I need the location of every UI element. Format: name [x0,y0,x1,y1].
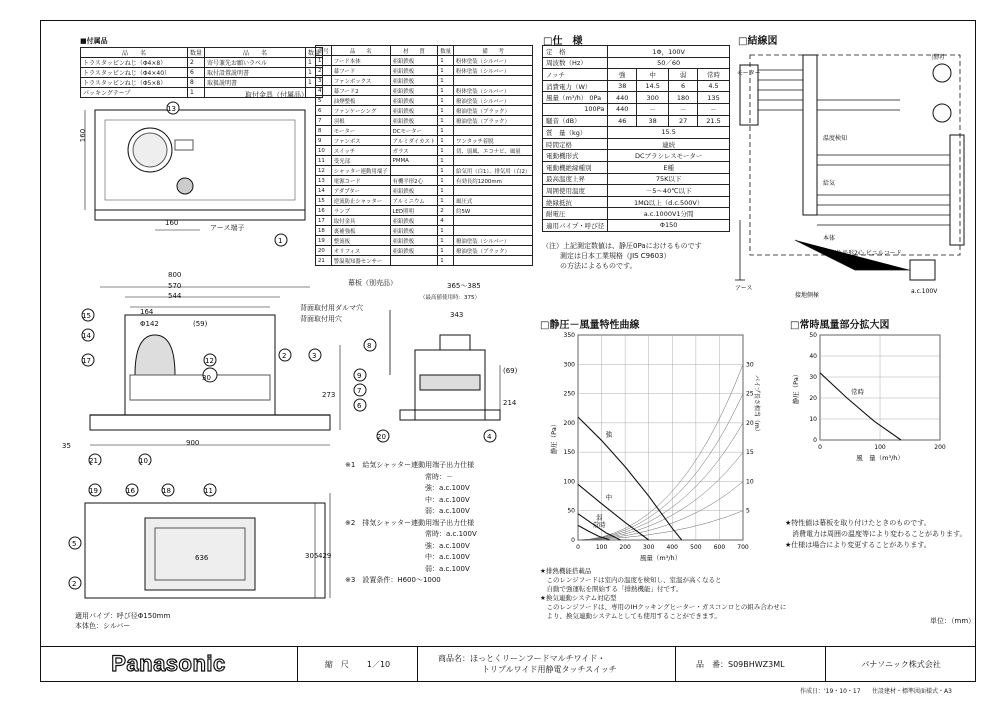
table-row: トラスタッピンねじ（Φ5×8） 8 取扱説明書 1 [81,78,323,88]
table-row: 21 警温報知器センサー 1 [316,256,533,266]
table-row: 15 逆流防止シャッター アルミニウム 1 風圧式 [316,196,533,206]
y-tick-label: 50 [567,507,575,515]
color-label: 本体色：シルバー [75,622,131,630]
note-line: ★排熱機能搭載品 [540,567,592,575]
table-row: 1 フード本体 亜鉛鉄板 1 粉体塗装（シルバー） [316,56,533,66]
series-label: 弱 [596,513,603,522]
footnote-line: 中：a.c.100V [425,553,470,561]
x-tick-label: 400 [666,544,679,551]
x-tick-label: 300 [642,544,655,551]
date-label: 作成日：'19・10・17 [800,688,861,695]
table-row: パッキングテープ 1 [81,88,323,98]
y-tick-label: 30 [809,374,817,381]
footnote-line: ※3 設置条件：H600～1000 [345,576,441,584]
y-tick-label: 10 [809,416,817,423]
footnote-line: 常時：－ [425,472,453,481]
table-row: 19 整流板 亜鉛鉄板 1 撥油塗装（シルバー） [316,236,533,246]
y2-axis-label: パイプ長さ相当（m） [753,375,760,435]
doc-label: 住設建材・標準図面様式・A3 [872,688,952,695]
zoom-chart [790,330,965,465]
part-number: 10 [139,457,148,465]
brand-cell [40,647,298,681]
note-line: 自動で強運転を開始する「排熱機能」付です。 [540,585,683,593]
table-row: 16 ランプ LED照明 2 約5W [316,206,533,216]
brand-logo: Panasonic [111,651,226,676]
table-row: 4 幕フード2 亜鉛鉄板 1 粉体塗装（シルバー） [316,86,533,96]
note-line: 消費電力は周囲の温度等により変わることがあります。 [785,530,967,538]
parts-table [315,45,533,266]
svg-text:モーター: モーター [737,70,761,77]
series-label: 中 [605,493,613,502]
y-axis-label: 静圧（Pa） [792,370,800,405]
y-tick-label: 0 [571,537,575,544]
part-number: 7 [357,387,362,395]
part-number: 19 [89,487,98,495]
note-line: ★仕様は場合により変更することがあります。 [785,541,931,549]
table-row: 20 オリフィス 亜鉛鉄板 1 撥油塗装（ブラック） [316,246,533,256]
spec-table: 定 格 1Φ，100V 周波数（Hz） 50／60 ノッチ 強 中 弱 常時 消費電力（W） 38 14.5 6 4.5 風量（m³/h） 0Pa 440 300 180 135 100Pa 440 － － － 騒音（dB） 46 38 27 21.5 質 量（kg） 15.5 時間定格 連続 電動機形式 DCブラシレスモーター 電動機絶縁種別 E種 最高温度上昇 75K以下 周囲使用温度 －5～40℃以下 絶縁抵抗 1MΩ以上（d.c.500V） 耐電圧 a.c.1000V1分間 適用パイプ・呼び径 Φ150 [542,45,730,232]
table-row: 18 裏補強板 亜鉛鉄板 1 [316,226,533,236]
y-tick-label: 0 [813,437,817,444]
part-number: 18 [162,487,171,495]
footnote-line: 弱：a.c.100V [425,507,470,515]
x-tick-label: 200 [934,444,946,451]
note-line: ★特性値は幕板を取り付けたときのものです。 [785,519,931,527]
x-tick-label: 0 [576,544,580,551]
chart-notes [785,520,966,553]
part-number: 14 [82,332,91,340]
part-number: 1 [278,237,283,245]
footnote-line: ※1 給気シャッター連動用端子出力仕様 [345,461,475,469]
table-row: 13 電源コード 有機平形2心 1 有効長約1200mm [316,176,533,186]
part-number: 2 [282,352,287,360]
table-row: 6 ファンケーシング 亜鉛鉄板 1 撥油塗装（ブラック） [316,106,533,116]
bottom-view-drawing [60,478,340,613]
part-number: 3 [312,352,317,360]
earth-label: アース端子 [210,224,245,232]
bracket-label: 取付金具（付属品） [245,91,308,99]
series-label: 常時 [851,388,864,396]
part-number: 6 [357,402,362,410]
accessories-title: ■付属品 [80,37,108,45]
footnote-line: 弱：a.c.100V [425,564,470,573]
svg-text:接地側極: 接地側極 [795,292,820,299]
x-tick-label: 200 [619,544,631,551]
part-number: 4 [487,433,492,441]
x-tick-label: 700 [737,544,749,551]
title-block [40,646,976,682]
model-cell: 品 番： S09BHWZ3ML [676,647,826,681]
note-line: このレンジフードは、専用のIHクッキングヒーター・ガスコンロとの組み合わせに [540,603,787,611]
y2-tick-label: 20 [746,419,754,427]
table-row: 12 シャッター連動用端子 1 給気用（白1）、排気用（白2） [316,166,533,176]
x-axis-label: 風量（m³/h） [639,554,682,562]
x-tick-label: 500 [690,544,702,551]
product-cell: 商品名：ほっとくリーンフードマルチワイド・ トリプルワイド用静電タッチスイッチ [418,647,676,681]
part-number: 15 [82,312,91,320]
table-row: 5 油煙整板 亜鉛鉄板 1 撥油塗装（シルバー） [316,96,533,106]
table-row: トラスタッピンねじ（Φ4×40） 6 取付設置説明書 1 [81,68,323,78]
part-number: 5 [72,540,77,548]
chart-title: □静圧－風量特性曲線 [540,320,640,331]
table-row: 品 名 数量 品 名 数量 [81,48,323,58]
part-number: 13 [167,105,176,113]
table-row: 周囲使用温度 －5～40℃以下 [543,185,730,197]
feature-notes [540,568,786,622]
y-tick-label: 50 [809,332,817,339]
table-row: 電動機形式 DCブラシレスモーター [543,150,730,162]
note-line: このレンジフードは室内の温度を検知し、室温が高くなると [540,576,722,584]
svg-text:本体: 本体 [823,235,836,242]
x-tick-label: 0 [818,444,822,451]
x-tick-label: 100 [874,444,886,451]
unit-label: 単位：（mm） [930,617,976,625]
table-row: 14 アダプター 亜鉛鉄板 1 [316,186,533,196]
footnote-line: 中：a.c.100V [425,495,470,504]
part-number: 21 [89,457,98,465]
y2-tick-label: 10 [746,478,754,486]
footnote-line: 強：a.c.100V [425,541,470,550]
series-label: 常時 [592,521,606,530]
note-line: より、換気連動システムとしても使用することができます。 [540,612,721,620]
footnote-line: ※2 排気シャッター連動用端子出力仕様 [345,518,475,527]
table-row: 電動機絶縁種別 E種 [543,161,730,173]
spec-title: □仕 様 [543,36,583,47]
y2-tick-label: 5 [746,507,750,515]
scale-cell: 縮 尺 1／10 [298,647,418,681]
y-axis-label: 静圧（Pa） [550,420,558,455]
chart-title: □常時風量部分拡大図 [790,320,890,331]
y-tick-label: 200 [563,419,575,427]
static-pressure-chart [538,330,778,570]
series-label: 強 [605,430,613,439]
part-number: 9 [357,372,362,380]
table-row: 耐電圧 a.c.1000V1分間 [543,208,730,220]
part-number: 17 [82,357,91,365]
svg-text:給気: 給気 [823,180,836,187]
y-tick-label: 40 [809,353,817,360]
note-line: ★換気連動システム対応型 [540,594,617,602]
y-tick-label: 150 [563,449,575,457]
wiring-diagram [735,45,967,310]
table-row: 11 受光部 PMMA 1 [316,156,533,166]
svg-text:アース: アース [735,285,753,292]
footnote-line: 強：a.c.100V [425,484,470,492]
part-number: 2 [72,580,77,588]
svg-text:灰色平形2心 ビニルコード: 灰色平形2心 ビニルコード [830,250,902,257]
x-axis-label: 風 量（m³/h） [856,454,904,462]
y-tick-label: 20 [809,395,817,402]
table-row: 時間定格 連続 [543,138,730,150]
table-row: 2 幕フード 亜鉛鉄板 1 粉体塗装（シルバー） [316,66,533,76]
table-row: 10 スイッチ ガラス 1 切、弱風、エコナビ、風量 [316,146,533,156]
table-row: 17 取付金具 亜鉛鉄板 4 [316,216,533,226]
pipe-curve [578,394,743,540]
svg-text:照明: 照明 [932,54,945,61]
part-number: 20 [377,433,386,441]
y-tick-label: 250 [563,390,575,398]
series-line [820,373,901,440]
table-row: 番号 品 名 材 質 数量 備 考 [316,46,533,56]
y-tick-label: 300 [563,361,575,369]
pipe-label: 適用パイプ：呼び径Φ150mm [75,612,171,620]
table-row: 質 量（kg） 15.5 [543,127,730,139]
svg-text:a.c.100V: a.c.100V [911,288,938,295]
table-row: 絶縁抵抗 1MΩ以上（d.c.500V） [543,196,730,208]
table-row: 8 モーター DCモーター 1 [316,126,533,136]
footnotes [345,462,525,589]
part-number: 8 [367,342,372,350]
table-row: トラスタッピンねじ（Φ4×8） 2 寄号兼先お願いラベル 1 [81,58,323,68]
table-row: 3 ファンボックス 亜鉛鉄板 1 [316,76,533,86]
footnote-line: 常時：a.c.100V [425,530,477,538]
table-row: 最高温度上昇 75K以下 [543,173,730,185]
y2-tick-label: 15 [746,449,754,457]
top-view-drawing [75,90,315,250]
y2-tick-label: 25 [746,390,754,398]
part-number: 12 [205,357,214,365]
table-row: 7 羽根 亜鉛鉄板 1 撥油塗装（ブラック） [316,116,533,126]
y-tick-label: 350 [563,332,575,339]
table-row: 適用パイプ・呼び径 Φ150 [543,219,730,231]
wiring-title: □結線図 [738,36,778,47]
part-number: 11 [204,487,213,495]
side-view-drawing [345,280,515,450]
y-tick-label: 100 [563,478,575,486]
x-tick-label: 600 [713,544,726,551]
svg-text:温度検知: 温度検知 [823,135,848,142]
x-tick-label: 100 [595,544,608,551]
table-row: 9 ファンボス アルミダイカスト 1 ワンタッチ着脱 [316,136,533,146]
company-cell: パナソニック株式会社 [861,659,941,669]
part-number: 16 [126,487,135,495]
y2-tick-label: 30 [746,361,754,369]
